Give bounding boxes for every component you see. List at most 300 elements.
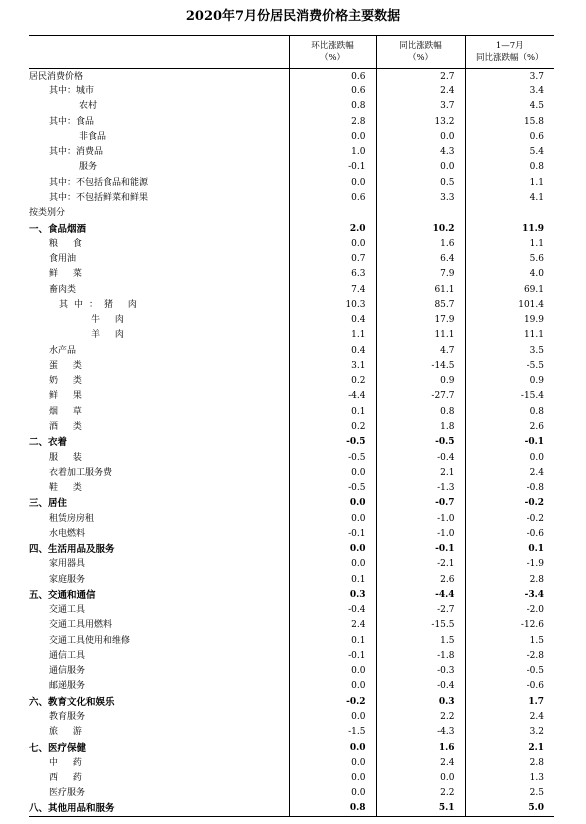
cell-ytd: 101.4 [465, 298, 554, 313]
table-header-row [29, 36, 554, 69]
cell-mom [289, 206, 376, 221]
table-row [29, 771, 554, 786]
table-row [29, 221, 554, 236]
cell-mom: 0.6 [289, 191, 376, 206]
cell-mom: -0.5 [289, 450, 376, 465]
cell-yoy: 0.3 [376, 695, 465, 710]
row-label-text: 八、其他用品和服务 [29, 803, 115, 815]
row-label-text: 旅 游 [49, 727, 88, 738]
row-label-text: 按类别分 [29, 208, 66, 219]
cell-ytd: 3.4 [465, 84, 554, 99]
table-row [29, 679, 554, 694]
cell-ytd: 1.1 [465, 176, 554, 191]
row-label-text: 农村 [79, 101, 98, 112]
row-label [29, 618, 289, 633]
row-label [29, 511, 289, 526]
header-mom [289, 36, 376, 69]
table-row [29, 573, 554, 588]
table-row [29, 542, 554, 557]
cell-ytd: 0.6 [465, 130, 554, 145]
cell-mom: -0.4 [289, 603, 376, 618]
table-row [29, 160, 554, 175]
cell-yoy: 2.1 [376, 466, 465, 481]
row-label-text: 邮递服务 [49, 681, 86, 692]
cell-yoy: 1.8 [376, 420, 465, 435]
cell-yoy: -1.8 [376, 649, 465, 664]
cell-yoy: 10.2 [376, 221, 465, 236]
table-row [29, 313, 554, 328]
table-row [29, 298, 554, 313]
cell-mom: -1.5 [289, 725, 376, 740]
row-label-text: 羊 肉 [91, 330, 130, 341]
cell-ytd: -5.5 [465, 359, 554, 374]
row-label-text: 食用油 [49, 254, 77, 265]
cell-mom: 0.0 [289, 710, 376, 725]
row-label-text: 租赁房房租 [49, 513, 95, 524]
row-label [29, 771, 289, 786]
cell-yoy: 1.6 [376, 740, 465, 755]
cell-yoy: 11.1 [376, 328, 465, 343]
cell-ytd: -0.5 [465, 664, 554, 679]
cell-mom: 0.6 [289, 84, 376, 99]
cell-ytd: 2.8 [465, 573, 554, 588]
row-label-text: 其中：猪 肉 [59, 299, 143, 310]
row-label [29, 450, 289, 465]
row-label-text: 牛 肉 [91, 315, 130, 326]
table-row [29, 450, 554, 465]
cell-yoy: 61.1 [376, 282, 465, 297]
row-label [29, 695, 289, 710]
row-label [29, 267, 289, 282]
cell-mom: 0.6 [289, 69, 376, 85]
table-row [29, 756, 554, 771]
row-label-text: 五、交通和通信 [29, 589, 96, 601]
cell-mom: 1.1 [289, 328, 376, 343]
cell-yoy: 2.2 [376, 710, 465, 725]
row-label-text: 通信工具 [49, 650, 86, 661]
cell-yoy: -4.4 [376, 588, 465, 603]
row-label [29, 359, 289, 374]
cell-mom: 0.0 [289, 466, 376, 481]
cell-yoy: 0.9 [376, 374, 465, 389]
row-label-text: 鞋 类 [49, 483, 88, 494]
row-label-text: 四、生活用品及服务 [29, 544, 115, 556]
row-label [29, 542, 289, 557]
row-label [29, 145, 289, 160]
row-label [29, 374, 289, 389]
cell-yoy: 2.4 [376, 84, 465, 99]
row-label-text: 烟 草 [49, 406, 88, 417]
table-row [29, 511, 554, 526]
cell-ytd: 1.3 [465, 771, 554, 786]
cell-ytd: -0.6 [465, 527, 554, 542]
table-row [29, 145, 554, 160]
table-row [29, 99, 554, 114]
cell-yoy: 3.3 [376, 191, 465, 206]
table-row [29, 252, 554, 267]
cell-yoy: -1.0 [376, 511, 465, 526]
table-row [29, 481, 554, 496]
cell-yoy: -0.1 [376, 542, 465, 557]
cell-ytd: -0.6 [465, 679, 554, 694]
cell-yoy: 4.3 [376, 145, 465, 160]
row-label-text: 通信服务 [49, 666, 86, 677]
cell-yoy: 0.8 [376, 405, 465, 420]
cell-ytd: 0.8 [465, 160, 554, 175]
row-label [29, 664, 289, 679]
row-label-text: 二、衣着 [29, 437, 68, 449]
cell-yoy: -15.5 [376, 618, 465, 633]
table-row [29, 130, 554, 145]
cell-ytd: 4.5 [465, 99, 554, 114]
row-label-text: 酒 类 [49, 421, 88, 432]
table-row [29, 801, 554, 816]
table-row [29, 603, 554, 618]
table-row [29, 191, 554, 206]
cell-mom: 1.0 [289, 145, 376, 160]
cell-ytd: 19.9 [465, 313, 554, 328]
cell-mom: 0.4 [289, 344, 376, 359]
cell-mom: -0.5 [289, 481, 376, 496]
cell-yoy: 6.4 [376, 252, 465, 267]
cell-yoy: -0.4 [376, 679, 465, 694]
row-label-text: 非食品 [79, 131, 107, 142]
row-label-text: 奶 类 [49, 376, 88, 387]
cell-mom: -4.4 [289, 389, 376, 404]
row-label-text: 其中：食品 [49, 116, 95, 127]
table-row [29, 634, 554, 649]
table-row [29, 359, 554, 374]
cell-ytd: -0.2 [465, 511, 554, 526]
row-label [29, 206, 289, 221]
page-title: 2020年7月份居民消费价格主要数据 [185, 9, 401, 24]
cell-yoy: -0.3 [376, 664, 465, 679]
row-label-text: 衣着加工服务费 [49, 467, 113, 478]
row-label [29, 252, 289, 267]
cell-yoy [376, 206, 465, 221]
row-label [29, 679, 289, 694]
row-label [29, 69, 289, 85]
table-row [29, 115, 554, 130]
cell-mom: 0.0 [289, 542, 376, 557]
cell-ytd: 3.5 [465, 344, 554, 359]
cell-mom: 0.7 [289, 252, 376, 267]
cell-mom: 0.0 [289, 511, 376, 526]
cell-mom: 2.4 [289, 618, 376, 633]
cell-yoy: 13.2 [376, 115, 465, 130]
cell-yoy: 0.0 [376, 771, 465, 786]
row-label-text: 教育服务 [49, 712, 86, 723]
header-ytd-line1: 1—7月 [495, 41, 524, 51]
row-label [29, 466, 289, 481]
cell-mom: -0.5 [289, 435, 376, 450]
row-label [29, 573, 289, 588]
cell-ytd: 1.7 [465, 695, 554, 710]
cell-mom: 0.2 [289, 420, 376, 435]
row-label-text: 交通工具用燃料 [49, 620, 113, 631]
cell-mom: 2.8 [289, 115, 376, 130]
row-label-text: 三、居住 [29, 498, 68, 510]
row-label [29, 298, 289, 313]
row-label [29, 237, 289, 252]
cell-ytd [465, 206, 554, 221]
cell-yoy: 1.6 [376, 237, 465, 252]
cell-mom: 6.3 [289, 267, 376, 282]
table-row [29, 664, 554, 679]
row-label [29, 99, 289, 114]
row-label [29, 801, 289, 816]
row-label-text: 交通工具使用和维修 [49, 635, 131, 646]
row-label-text: 其中：不包括食品和能源 [49, 177, 149, 188]
row-label [29, 191, 289, 206]
cell-mom: 0.0 [289, 557, 376, 572]
row-label-text: 一、食品烟酒 [29, 223, 87, 235]
row-label [29, 756, 289, 771]
cell-ytd: 2.4 [465, 710, 554, 725]
cell-ytd: -2.8 [465, 649, 554, 664]
cell-mom: 0.0 [289, 786, 376, 801]
cell-mom: 3.1 [289, 359, 376, 374]
cell-mom: -0.2 [289, 695, 376, 710]
row-label [29, 160, 289, 175]
cell-mom: 10.3 [289, 298, 376, 313]
cell-yoy: -0.4 [376, 450, 465, 465]
cell-ytd: 69.1 [465, 282, 554, 297]
header-ytd [465, 36, 554, 69]
table-row [29, 420, 554, 435]
row-label-text: 畜肉类 [49, 284, 77, 295]
table-row [29, 206, 554, 221]
cell-yoy: 2.7 [376, 69, 465, 85]
cell-mom: -0.1 [289, 160, 376, 175]
cell-yoy: 17.9 [376, 313, 465, 328]
table-row [29, 557, 554, 572]
cell-yoy: 4.7 [376, 344, 465, 359]
cell-mom: -0.1 [289, 527, 376, 542]
cell-mom: 0.8 [289, 99, 376, 114]
cell-mom: 0.0 [289, 237, 376, 252]
header-yoy-line2: （%） [407, 53, 434, 63]
row-label-text: 交通工具 [49, 605, 86, 616]
cell-yoy: -0.5 [376, 435, 465, 450]
table-row [29, 84, 554, 99]
header-yoy-line1: 同比涨跌幅 [399, 41, 442, 51]
table-row [29, 344, 554, 359]
header-ytd-line2: 同比涨跌幅（%） [475, 53, 544, 63]
cell-yoy: -2.7 [376, 603, 465, 618]
cpi-table [29, 35, 554, 817]
cell-mom: 0.0 [289, 176, 376, 191]
row-label [29, 176, 289, 191]
cell-yoy: 5.1 [376, 801, 465, 816]
row-label [29, 496, 289, 511]
header-mom-line1: 环比涨跌幅 [311, 41, 354, 51]
cell-ytd: 2.4 [465, 466, 554, 481]
cell-yoy: -1.3 [376, 481, 465, 496]
row-label [29, 740, 289, 755]
cell-yoy: 0.0 [376, 130, 465, 145]
cell-mom: 0.4 [289, 313, 376, 328]
cell-ytd: 5.0 [465, 801, 554, 816]
table-row [29, 527, 554, 542]
table-row [29, 374, 554, 389]
row-label-text: 家用器具 [49, 559, 86, 570]
row-label [29, 115, 289, 130]
cell-yoy: 2.4 [376, 756, 465, 771]
cell-ytd: 0.8 [465, 405, 554, 420]
cell-mom: 0.0 [289, 740, 376, 755]
row-label [29, 710, 289, 725]
cell-ytd: -15.4 [465, 389, 554, 404]
row-label-text: 水产品 [49, 345, 77, 356]
table-row [29, 618, 554, 633]
table-row [29, 786, 554, 801]
cell-mom: 0.1 [289, 405, 376, 420]
row-label [29, 328, 289, 343]
row-label-text: 其中：消费品 [49, 147, 104, 158]
row-label-text: 蛋 类 [49, 360, 88, 371]
cell-mom: 0.0 [289, 679, 376, 694]
cell-ytd: 0.9 [465, 374, 554, 389]
row-label-text: 七、医疗保健 [29, 742, 87, 754]
row-label [29, 313, 289, 328]
cell-mom: -0.1 [289, 649, 376, 664]
row-label [29, 282, 289, 297]
cell-mom: 7.4 [289, 282, 376, 297]
cell-yoy: 2.2 [376, 786, 465, 801]
cell-yoy: -4.3 [376, 725, 465, 740]
cell-ytd: 11.9 [465, 221, 554, 236]
table-row [29, 176, 554, 191]
row-label-text: 水电燃料 [49, 528, 86, 539]
row-label [29, 84, 289, 99]
table-row [29, 496, 554, 511]
cell-yoy: 1.5 [376, 634, 465, 649]
cell-mom: 0.8 [289, 801, 376, 816]
row-label-text: 其中：不包括鲜菜和鲜果 [49, 192, 149, 203]
cell-ytd: 2.5 [465, 786, 554, 801]
row-label [29, 725, 289, 740]
row-label-text: 粮 食 [49, 238, 88, 249]
table-row [29, 282, 554, 297]
header-label-column [29, 36, 289, 69]
row-label-text: 居民消费价格 [29, 72, 84, 82]
table-row [29, 466, 554, 481]
cell-yoy: -27.7 [376, 389, 465, 404]
row-label-text: 服 装 [49, 452, 88, 463]
header-yoy [376, 36, 465, 69]
row-label [29, 557, 289, 572]
cell-mom: 0.3 [289, 588, 376, 603]
row-label [29, 603, 289, 618]
cell-mom: 0.1 [289, 634, 376, 649]
row-label [29, 786, 289, 801]
cell-ytd: 2.6 [465, 420, 554, 435]
cell-ytd: 15.8 [465, 115, 554, 130]
row-label [29, 588, 289, 603]
cell-ytd: -12.6 [465, 618, 554, 633]
cell-yoy: 2.6 [376, 573, 465, 588]
table-row [29, 649, 554, 664]
cell-ytd: 11.1 [465, 328, 554, 343]
cell-mom: 0.0 [289, 664, 376, 679]
cell-ytd: 3.2 [465, 725, 554, 740]
cell-yoy: -2.1 [376, 557, 465, 572]
cell-mom: 0.0 [289, 496, 376, 511]
cell-mom: 0.0 [289, 756, 376, 771]
row-label-text: 家庭服务 [49, 574, 86, 585]
cell-yoy: 0.0 [376, 160, 465, 175]
cell-yoy: 85.7 [376, 298, 465, 313]
table-row [29, 588, 554, 603]
cell-ytd: 1.1 [465, 237, 554, 252]
cell-ytd: -0.2 [465, 496, 554, 511]
cell-ytd: -1.9 [465, 557, 554, 572]
row-label [29, 221, 289, 236]
table-row [29, 435, 554, 450]
cell-ytd: 4.1 [465, 191, 554, 206]
cell-ytd: 2.8 [465, 756, 554, 771]
table-row [29, 725, 554, 740]
cell-ytd: 3.7 [465, 69, 554, 85]
cell-yoy: -1.0 [376, 527, 465, 542]
table-row [29, 740, 554, 755]
row-label-text: 西 药 [49, 773, 88, 784]
header-mom-line2: （%） [319, 53, 346, 63]
table-row [29, 710, 554, 725]
cell-yoy: 3.7 [376, 99, 465, 114]
cell-ytd: -0.8 [465, 481, 554, 496]
row-label-text: 鲜 菜 [49, 269, 88, 280]
cell-yoy: -14.5 [376, 359, 465, 374]
table-row [29, 389, 554, 404]
cell-mom: 2.0 [289, 221, 376, 236]
row-label-text: 中 药 [49, 757, 88, 768]
cell-ytd: 1.5 [465, 634, 554, 649]
cell-mom: 0.0 [289, 771, 376, 786]
row-label [29, 405, 289, 420]
cell-ytd: 5.6 [465, 252, 554, 267]
cell-mom: 0.2 [289, 374, 376, 389]
cell-yoy: 7.9 [376, 267, 465, 282]
cell-mom: 0.1 [289, 573, 376, 588]
cell-ytd: 0.0 [465, 450, 554, 465]
row-label [29, 481, 289, 496]
table-row [29, 237, 554, 252]
row-label [29, 344, 289, 359]
table-row [29, 267, 554, 282]
row-label [29, 527, 289, 542]
row-label-text: 其中：城市 [49, 86, 95, 97]
cell-ytd: 0.1 [465, 542, 554, 557]
cell-ytd: -0.1 [465, 435, 554, 450]
row-label [29, 634, 289, 649]
cell-yoy: -0.7 [376, 496, 465, 511]
cell-yoy: 0.5 [376, 176, 465, 191]
table-row [29, 405, 554, 420]
table-row [29, 328, 554, 343]
table-body [29, 69, 554, 817]
row-label [29, 649, 289, 664]
row-label [29, 130, 289, 145]
row-label [29, 420, 289, 435]
cell-ytd: -3.4 [465, 588, 554, 603]
cell-ytd: 5.4 [465, 145, 554, 160]
row-label-text: 服务 [79, 162, 98, 173]
row-label-text: 鲜 果 [49, 391, 88, 402]
table-row [29, 695, 554, 710]
cell-ytd: 4.0 [465, 267, 554, 282]
